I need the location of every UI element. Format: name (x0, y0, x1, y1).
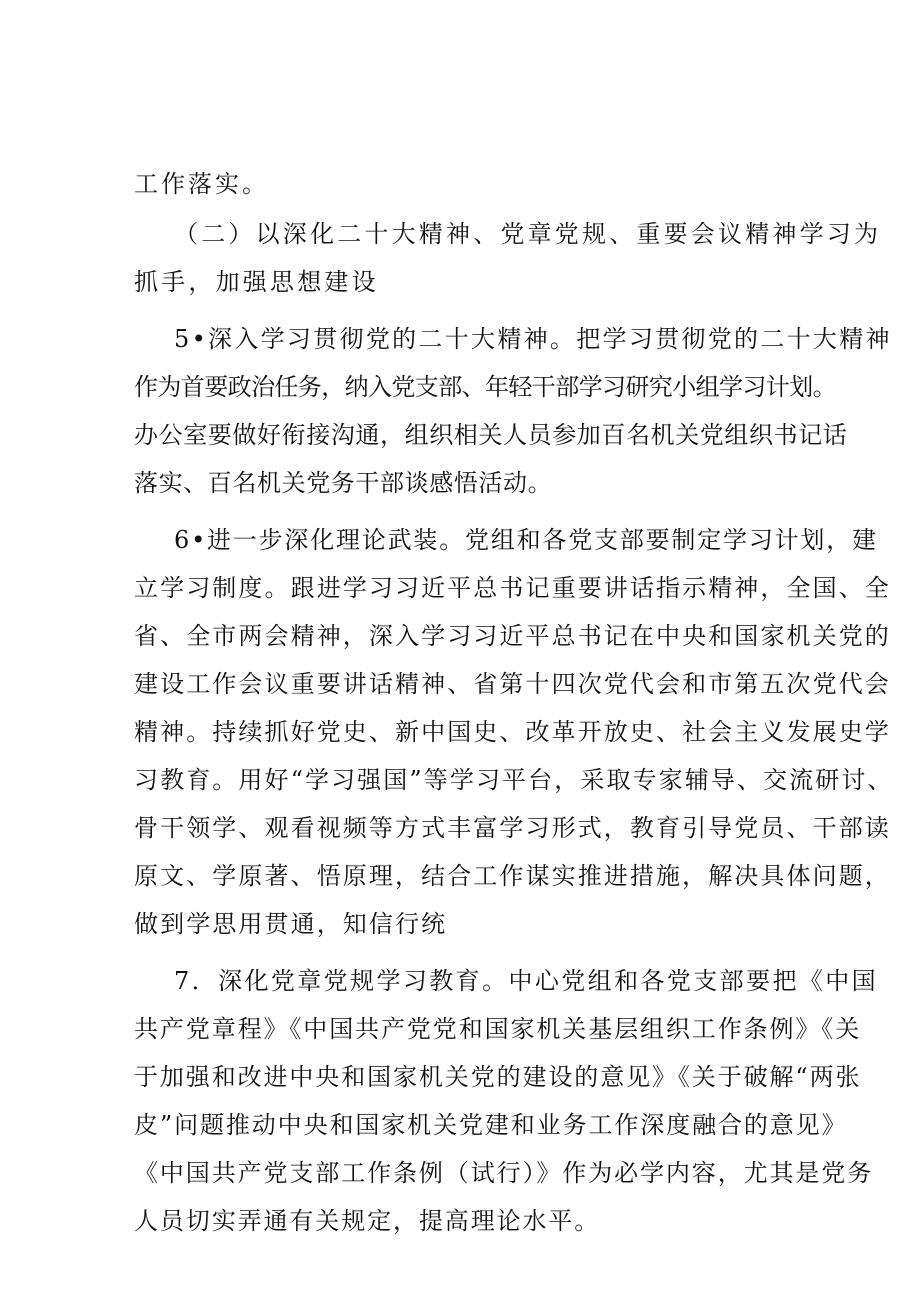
document-body (134, 160, 894, 1245)
paragraph-item-5 (134, 315, 892, 507)
text-line: 工作落实。 (134, 170, 269, 198)
text-line: 作为首要政治任务，纳入党支部、年轻干部学习研究小组学习计划。 (134, 373, 836, 401)
text-line: 原文、学原著、悟原理，结合工作谋实推进措施，解决具体问题， (134, 862, 891, 890)
text-line: 6•进一步深化理论武装。党组和各党支部要制定学习计划，建 (174, 526, 878, 554)
text-line: 于加强和改进中央和国家机关党的建设的意见》《关于破解“两张 (134, 1063, 862, 1091)
text-line: 人员切实弄通有关规定，提高理论水平。 (134, 1207, 601, 1235)
paragraph-item-7 (134, 957, 879, 1245)
text-line: 办公室要做好衔接沟通，组织相关人员参加百名机关党组织书记话 (134, 421, 848, 449)
text-line: 立学习制度。跟进学习习近平总书记重要讲话指示精神，全国、全 (134, 574, 891, 602)
section-heading (134, 210, 882, 306)
paragraph-item-6 (134, 516, 894, 948)
text-line: 骨干领学、观看视频等方式丰富学习形式，教育引导党员、干部读 (134, 814, 891, 842)
text-line: 做到学思用贯通，知信行统 (134, 910, 448, 938)
text-line: 省、全市两会精神，深入学习习近平总书记在中央和国家机关党的 (134, 622, 891, 650)
text-line: 《中国共产党支部工作条例（试行）》作为必学内容，尤其是党务 (134, 1159, 874, 1187)
text-line: 习教育。用好“学习强国”等学习平台，采取专家辅导、交流研讨、 (134, 766, 894, 794)
text-line: 建设工作会议重要讲话精神、省第十四次党代会和市第五次党代会 (134, 670, 891, 698)
text-line: 5•深入学习贯彻党的二十大精神。把学习贯彻党的二十大精神 (174, 325, 892, 353)
text-line: 7．深化党章党规学习教育。中心党组和各党支部要把《中国 (174, 967, 879, 995)
text-line: 精神。持续抓好党史、新中国史、改革开放史、社会主义发展史学 (134, 718, 891, 746)
text-line: （二）以深化二十大精神、党章党规、重要会议精神学习为 (174, 220, 882, 248)
text-line: 皮”问题推动中央和国家机关党建和业务工作深度融合的意见》 (134, 1111, 848, 1139)
text-line: 共产党章程》《中国共产党党和国家机关基层组织工作条例》《关 (134, 1015, 862, 1043)
text-line: 落实、百名机关党务干部谈感悟活动。 (134, 469, 553, 497)
text-line: 抓手，加强思想建设 (134, 268, 379, 296)
paragraph-continuation (134, 160, 814, 208)
